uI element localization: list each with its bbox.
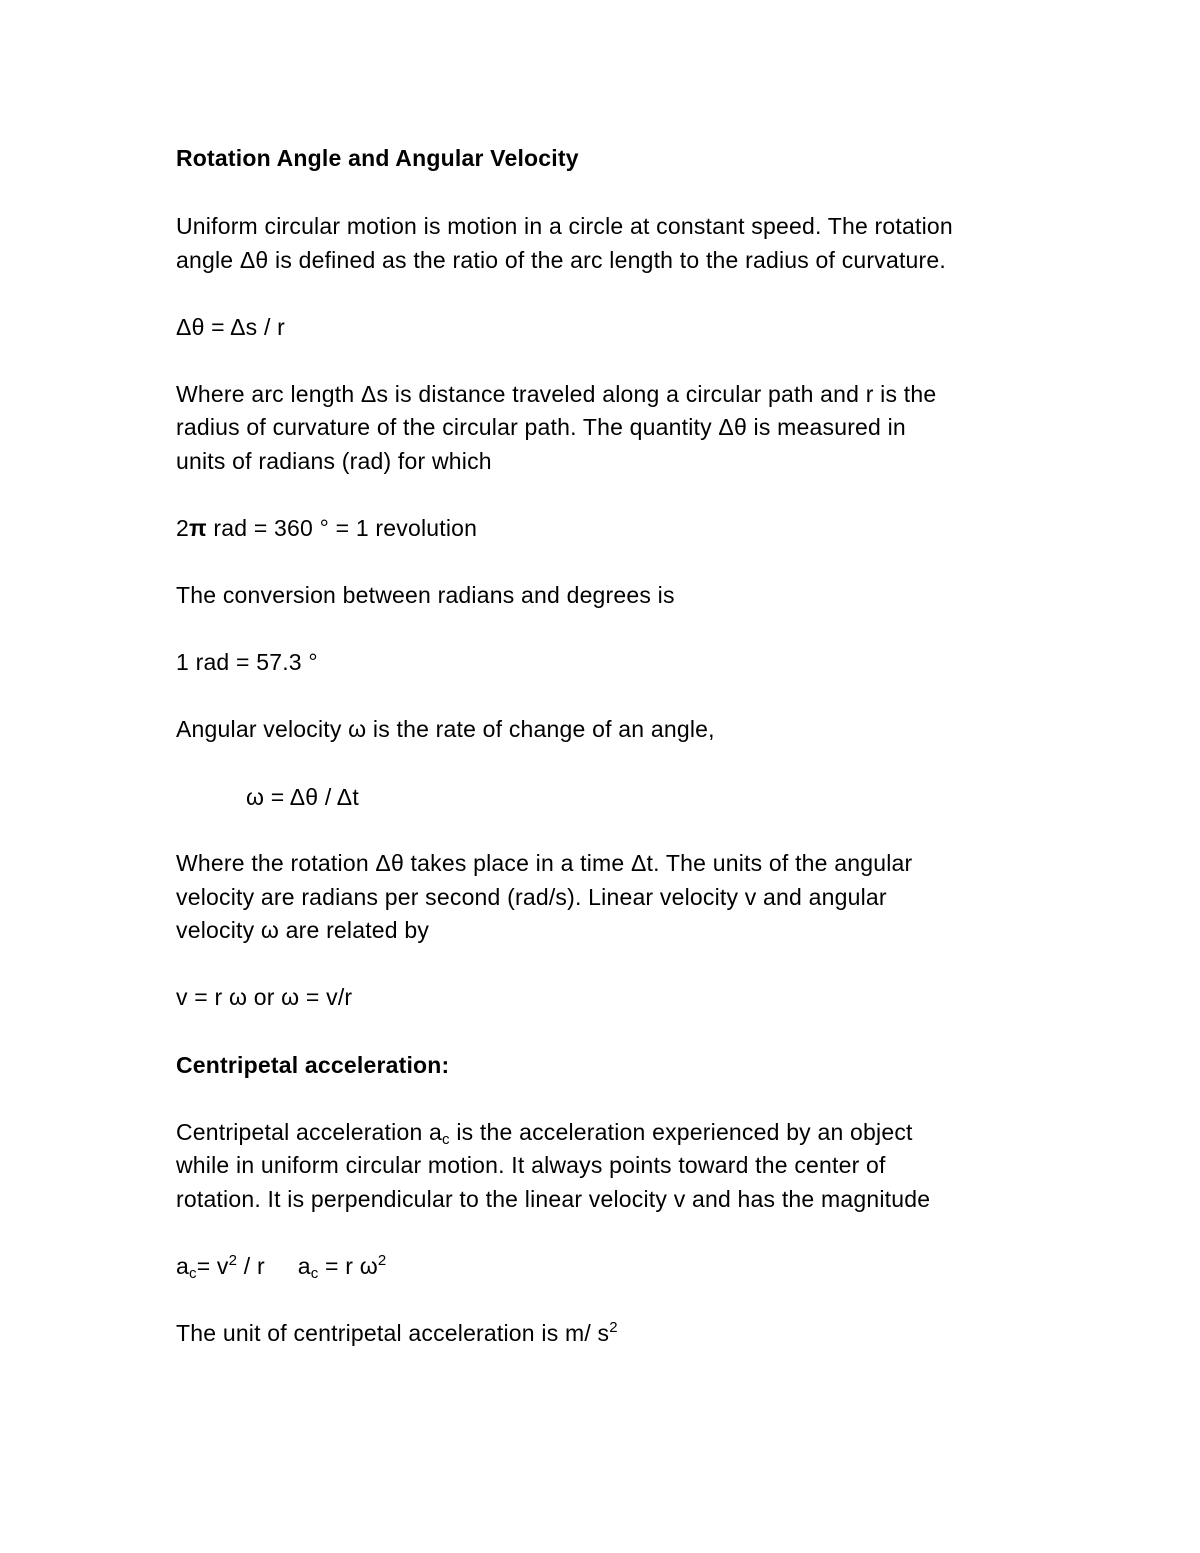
paragraph-line — [176, 1118, 913, 1146]
paragraph-line: Where arc length Δs is distance traveled along a circular path and r is the — [176, 381, 937, 407]
superscript: 2 — [228, 1252, 238, 1269]
equation-linear-angular: v = r ω or ω = v/r — [176, 984, 353, 1010]
text: = v — [196, 1253, 229, 1279]
page-title: Rotation Angle and Angular Velocity — [176, 145, 579, 171]
text: Centripetal acceleration a — [176, 1119, 443, 1145]
section-heading: Centripetal acceleration: — [176, 1052, 450, 1078]
text: = r ω — [318, 1253, 378, 1279]
equation-rotation-angle: Δθ = Δs / r — [176, 314, 285, 340]
paragraph-line: velocity are radians per second (rad/s). Linear velocity v and angular — [176, 884, 887, 910]
subscript: c — [189, 1265, 197, 1282]
paragraph-line: angle Δθ is defined as the ratio of the arc length to the radius of curvature. — [176, 247, 946, 273]
equation-centripetal — [176, 1252, 386, 1280]
subscript: c — [442, 1131, 450, 1148]
paragraph-line: Uniform circular motion is motion in a circle at constant speed. The rotation — [176, 213, 953, 239]
pi-symbol: π — [189, 515, 207, 541]
paragraph-line — [176, 1319, 618, 1347]
paragraph-line: velocity ω are related by — [176, 917, 430, 943]
paragraph-line: while in uniform circular motion. It always points toward the center of — [176, 1152, 886, 1178]
paragraph-line: rotation. It is perpendicular to the linear velocity v and has the magnitude — [176, 1186, 931, 1212]
equation-revolution — [176, 514, 477, 542]
paragraph-line: radius of curvature of the circular path. The quantity Δθ is measured in — [176, 414, 906, 440]
text: is the acceleration experienced by an object — [449, 1119, 913, 1145]
eq-text: 2 — [176, 515, 189, 541]
eq-text: rad = 360 ° = 1 revolution — [206, 515, 478, 541]
equation-rad-degree: 1 rad = 57.3 ° — [176, 649, 318, 675]
text: The unit of centripetal acceleration is m/ s — [176, 1320, 610, 1346]
text: a — [176, 1253, 189, 1279]
equation-angular-velocity: ω = Δθ / Δt — [246, 784, 359, 810]
paragraph-line: Where the rotation Δθ takes place in a time Δt. The units of the angular — [176, 850, 913, 876]
paragraph-line: Angular velocity ω is the rate of change of an angle, — [176, 716, 715, 742]
text: / r a — [237, 1253, 311, 1279]
paragraph-line: units of radians (rad) for which — [176, 448, 492, 474]
subscript: c — [310, 1265, 319, 1282]
paragraph-line: The conversion between radians and degrees is — [176, 582, 675, 608]
superscript: 2 — [609, 1319, 618, 1336]
superscript: 2 — [377, 1252, 387, 1269]
